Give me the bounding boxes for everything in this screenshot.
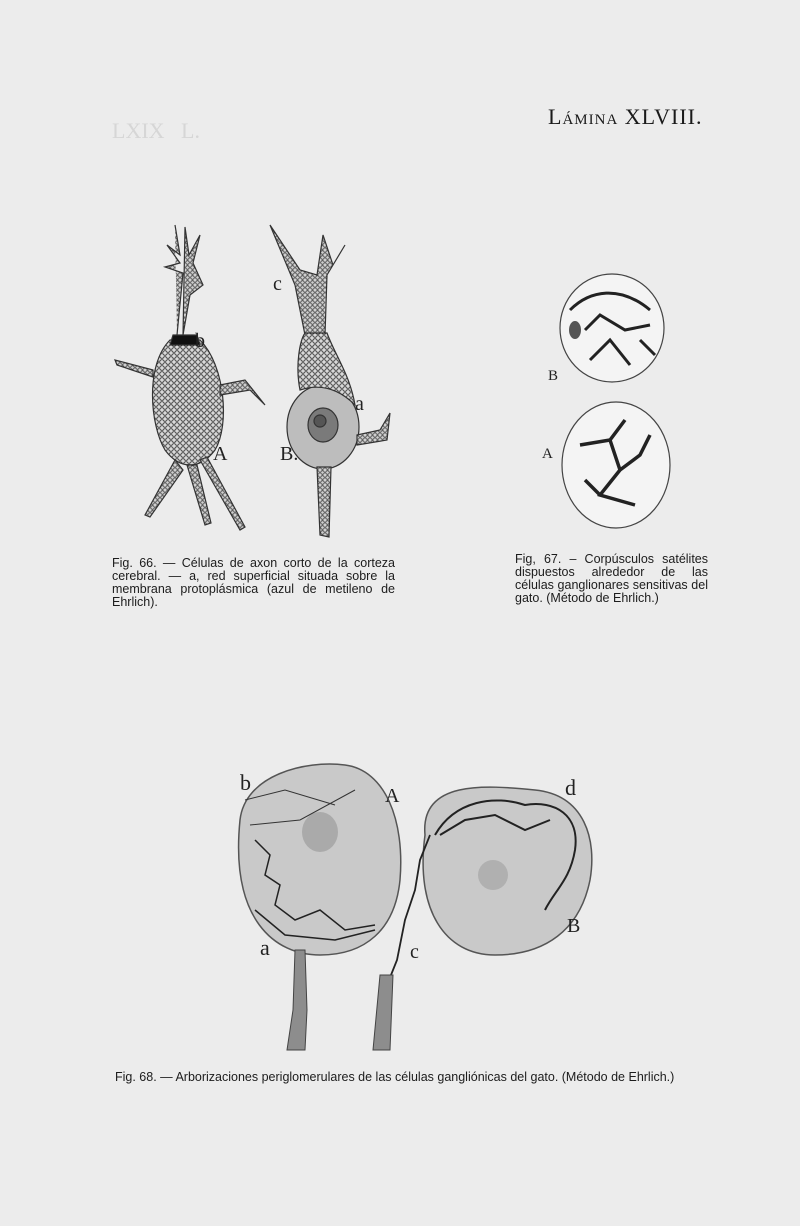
plate-title: Lámina XLVIII. bbox=[548, 104, 703, 129]
fig67-label-B: B bbox=[548, 368, 559, 384]
ganglion-cell-b bbox=[560, 274, 664, 382]
fig66-label-A: A bbox=[213, 443, 228, 465]
bleed-through-text: LXIX L. bbox=[112, 118, 200, 143]
fig67-label-A: A bbox=[542, 446, 553, 462]
fig68-caption: Fig. 68. — Arborizaciones periglomerulares de las células gangliónicas del gato. (Método de Ehrlich.) bbox=[115, 1070, 675, 1084]
neuron-b bbox=[270, 225, 390, 537]
neuron-a bbox=[115, 225, 265, 530]
fig67-illustration bbox=[530, 270, 690, 540]
fig68-label-c: c bbox=[410, 941, 419, 963]
fig68-label-b: b bbox=[240, 770, 251, 795]
fig68-label-B: B bbox=[567, 915, 581, 937]
fig68-label-d: d bbox=[565, 775, 576, 800]
fig66-label-c: c bbox=[273, 273, 282, 295]
fig68-illustration bbox=[225, 760, 615, 1060]
fig68-label-a: a bbox=[260, 935, 270, 960]
fig66-caption: Fig. 66. — Células de axon corto de la corteza cerebral. — a, red superficial situada sobre la membrana protoplásmica (azul de metileno de Ehrlich). bbox=[112, 556, 395, 609]
fig66-label-B: B. bbox=[280, 443, 299, 465]
fig66-label-b: b bbox=[195, 330, 205, 352]
fig66-illustration bbox=[105, 215, 405, 550]
ganglion-cell-a bbox=[562, 402, 670, 528]
fig66-label-a: a bbox=[355, 393, 364, 415]
fig67-caption: Fig, 67. – Corpúsculos satélites dispuestos alrededor de las células ganglionares sensitivas del gato. (Método de Ehrlich.) bbox=[515, 552, 708, 605]
glomerular-cell-a bbox=[239, 764, 401, 1050]
glomerular-cell-b bbox=[373, 787, 592, 1050]
fig68-label-A: A bbox=[385, 785, 400, 807]
